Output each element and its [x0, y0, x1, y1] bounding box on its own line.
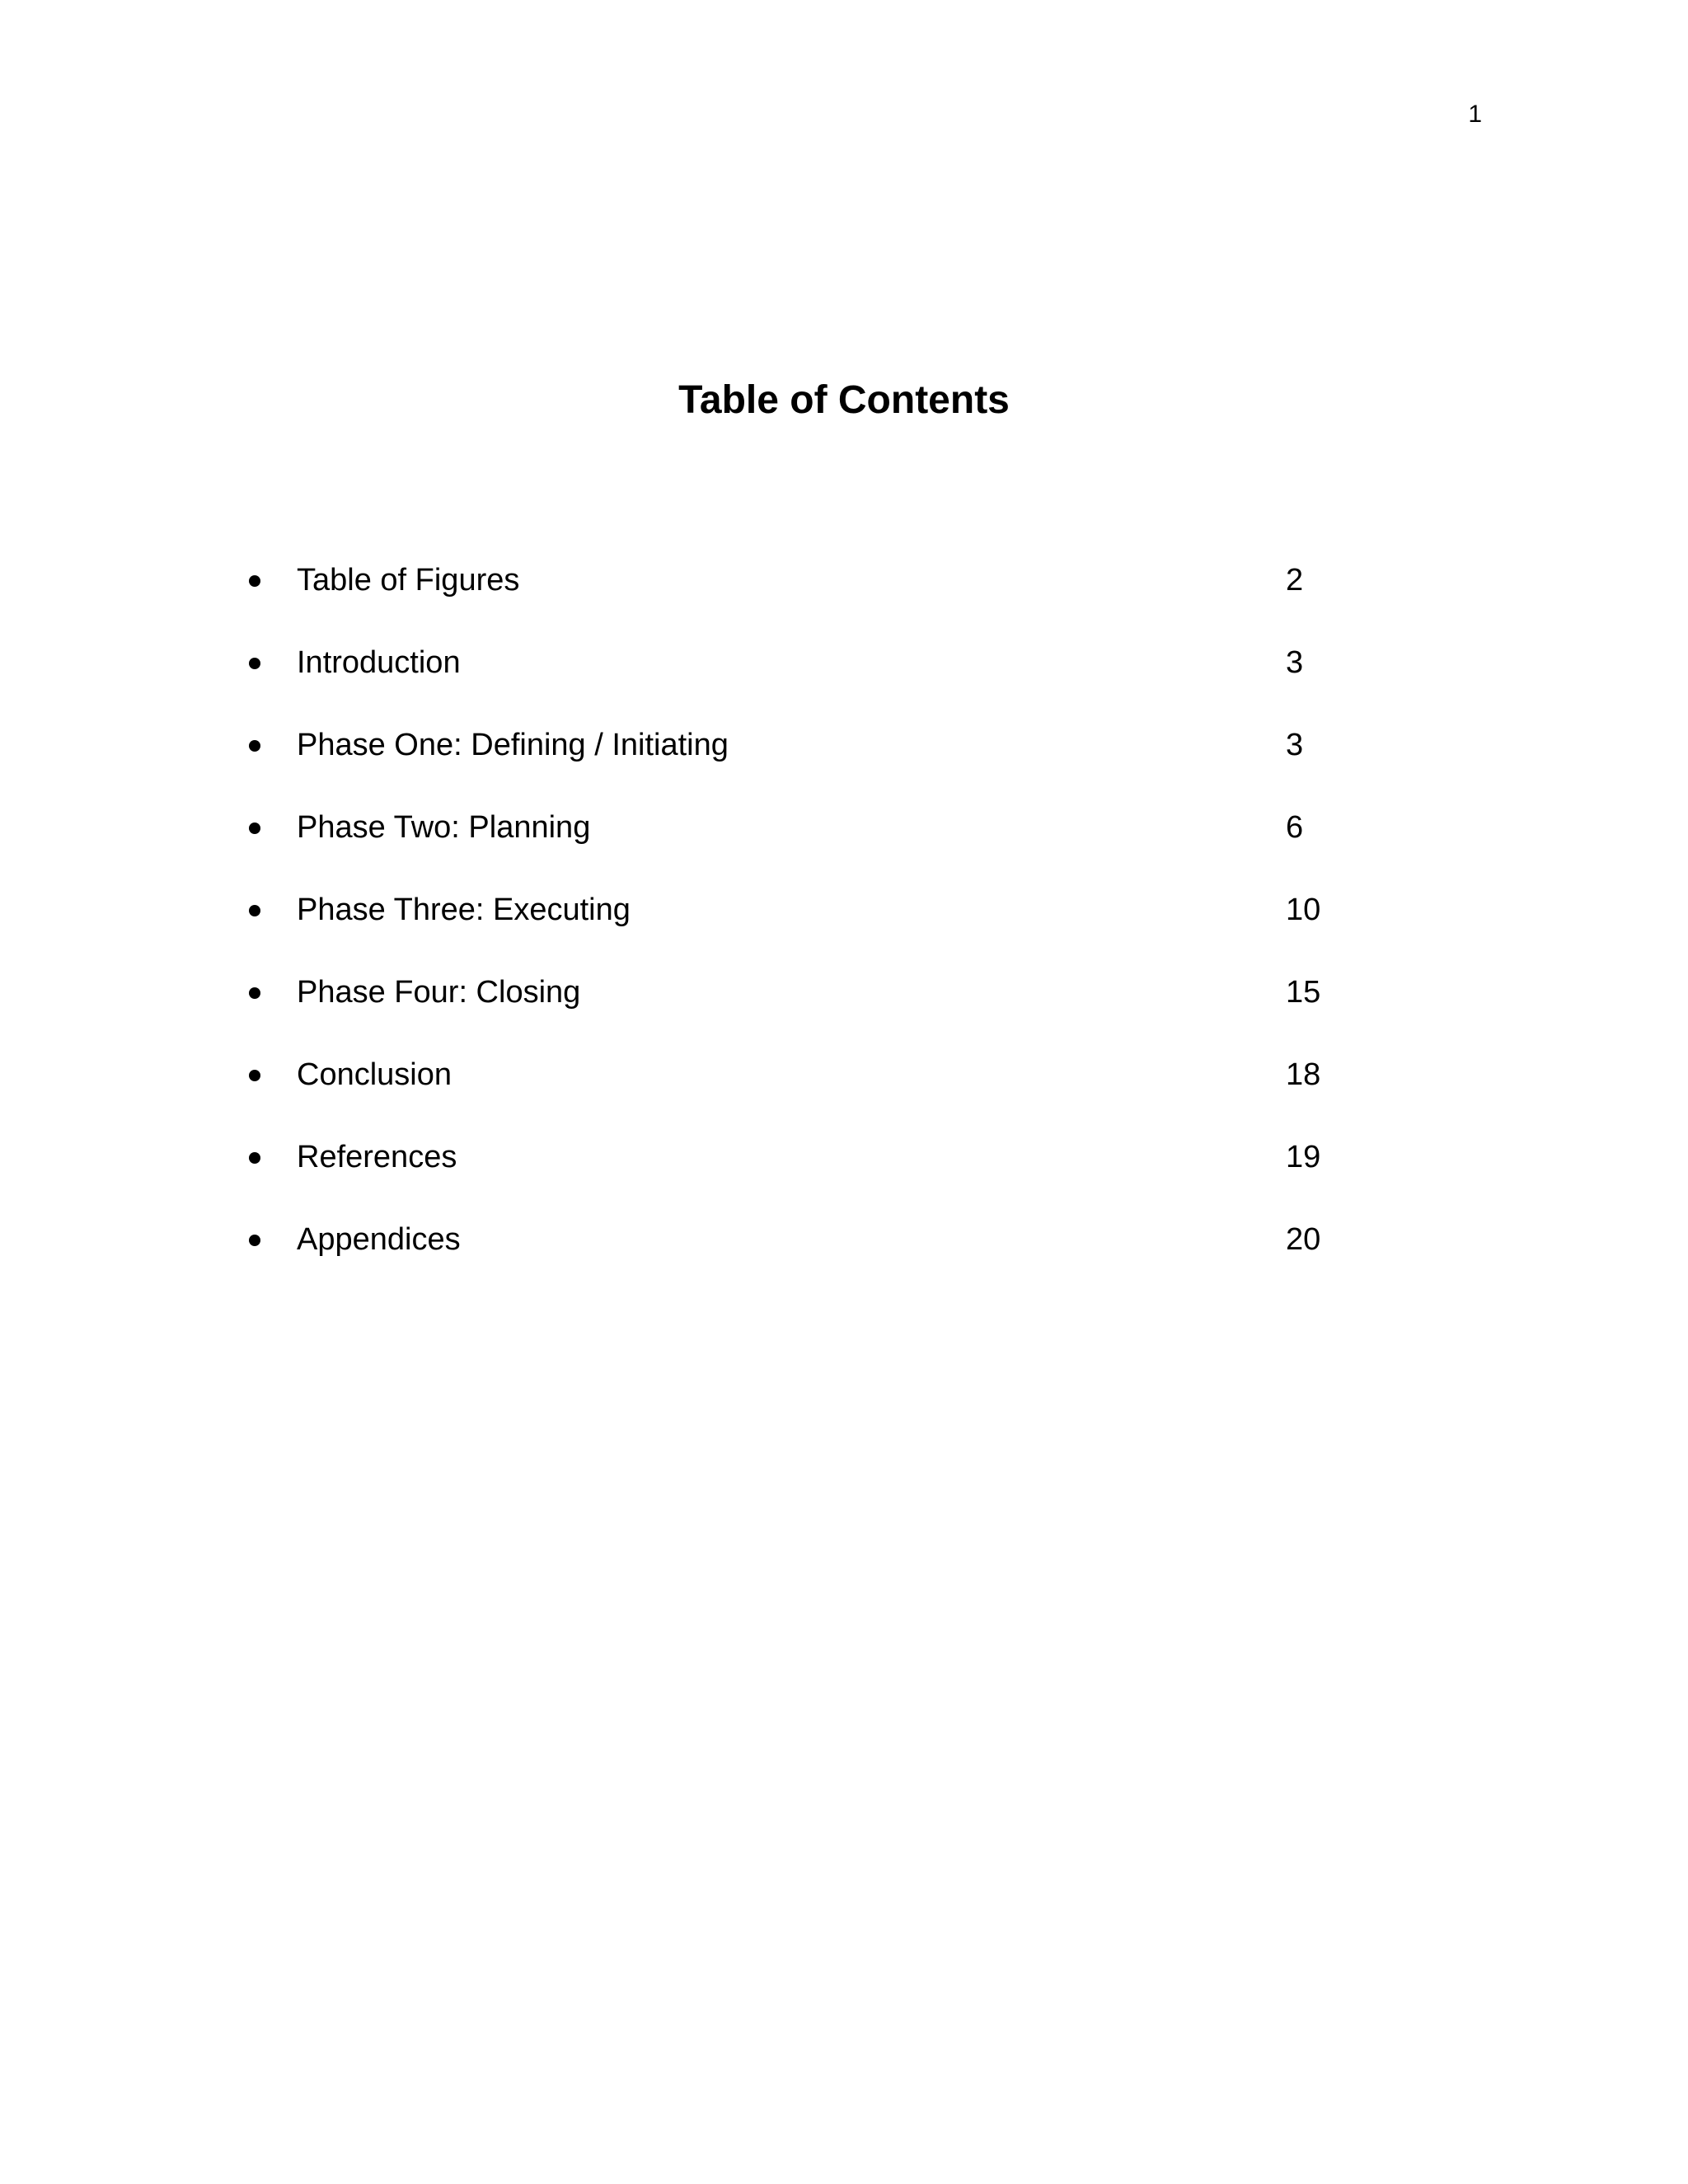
toc-entry-page: 20 — [1286, 1222, 1321, 1257]
bullet-icon — [249, 1235, 260, 1246]
toc-entry-label: Phase Two: Planning — [297, 810, 591, 845]
toc-entry — [239, 1137, 1376, 1220]
toc-entry-label: Table of Figures — [297, 563, 520, 598]
toc-entry — [239, 808, 1376, 890]
bullet-icon — [249, 905, 260, 916]
toc-entry — [239, 725, 1376, 808]
toc-entry — [239, 972, 1376, 1055]
page-number: 1 — [1468, 101, 1482, 128]
toc-entry-page: 2 — [1286, 563, 1304, 598]
toc-entry-label: Conclusion — [297, 1057, 452, 1092]
toc-list — [239, 560, 1376, 1302]
toc-title: Table of Contents — [678, 378, 1010, 422]
toc-entry-page: 6 — [1286, 810, 1304, 845]
toc-entry — [239, 1055, 1376, 1137]
toc-entry-label: Phase One: Defining / Initiating — [297, 728, 729, 762]
bullet-icon — [249, 823, 260, 834]
toc-entry-label: Phase Three: Executing — [297, 893, 631, 927]
bullet-icon — [249, 1070, 260, 1081]
toc-entry — [239, 1220, 1376, 1302]
toc-entry — [239, 890, 1376, 972]
toc-entry-page: 18 — [1286, 1057, 1321, 1092]
bullet-icon — [249, 575, 260, 587]
toc-entry-page: 3 — [1286, 728, 1304, 762]
bullet-icon — [249, 658, 260, 669]
toc-entry-page: 19 — [1286, 1140, 1321, 1174]
toc-entry — [239, 560, 1376, 643]
bullet-icon — [249, 740, 260, 752]
bullet-icon — [249, 987, 260, 999]
bullet-icon — [249, 1152, 260, 1164]
toc-entry-label: References — [297, 1140, 457, 1174]
toc-entry-label: Phase Four: Closing — [297, 975, 581, 1010]
toc-entry-label: Introduction — [297, 645, 461, 680]
toc-entry-page: 15 — [1286, 975, 1321, 1010]
toc-entry-label: Appendices — [297, 1222, 461, 1257]
toc-entry — [239, 643, 1376, 725]
toc-entry-page: 10 — [1286, 893, 1321, 927]
toc-entry-page: 3 — [1286, 645, 1304, 680]
